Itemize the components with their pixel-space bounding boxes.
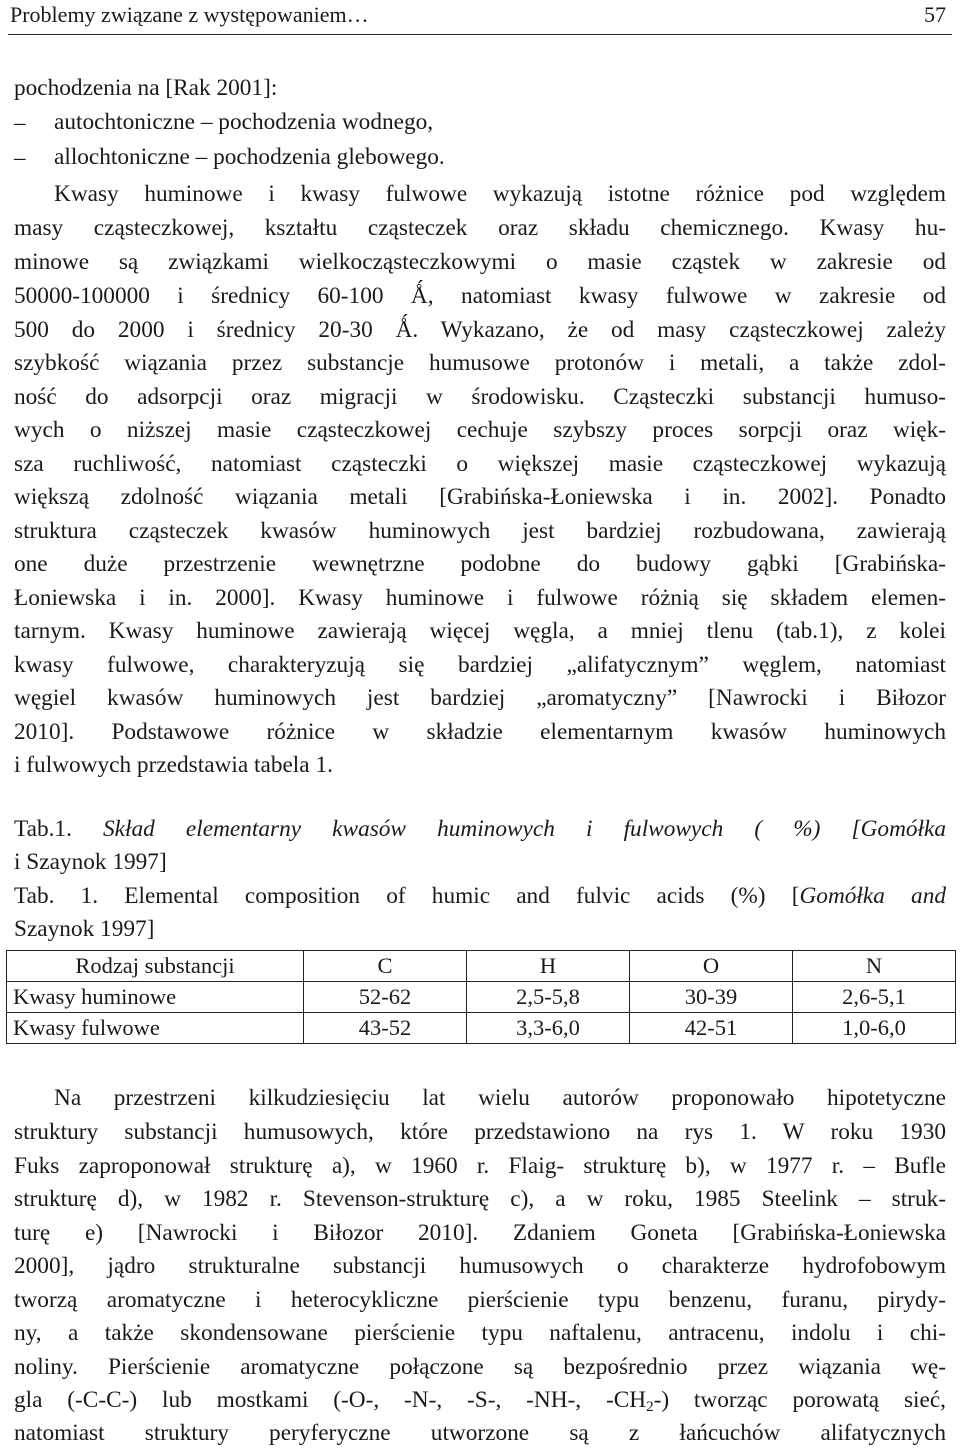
paragraph-line: kwasy fulwowe, charakteryzują się bardziej „alifatycznym” węglem, natomiast (14, 652, 946, 678)
table-cell: 2,5-5,8 (467, 982, 630, 1013)
paragraph-line: tworzą aromatyczne i heterocykliczne pierścienie typu benzenu, furanu, pirydy- (14, 1287, 946, 1313)
table-caption-en-cont: Szaynok 1997] (14, 916, 155, 942)
table-cell: 43-52 (304, 1013, 467, 1044)
caption-prefix: Tab.1. (14, 816, 72, 842)
paragraph-line: Łoniewska i in. 2000]. Kwasy huminowe i fulwowe różnią się składem elemen- (14, 585, 946, 611)
table-cell: 2,6-5,1 (793, 982, 956, 1013)
paragraph-line: one duże przestrzenie wewnętrzne podobne do budowy gąbki [Grabińska- (14, 551, 946, 577)
table-cell: 42-51 (630, 1013, 793, 1044)
paragraph-line: masy cząsteczkowej, kształtu cząsteczek oraz składu chemicznego. Kwasy hu- (14, 215, 946, 241)
table-cell: Kwasy huminowe (7, 982, 304, 1013)
paragraph-line: sza ruchliwość, natomiast cząsteczki o większej masie cząsteczkowej wykazują (14, 451, 946, 477)
paragraph-line: 500 do 2000 i średnicy 20-30 Ǻ. Wykazano, że od masy cząsteczkowej zależy (14, 317, 946, 343)
table-header-row (7, 951, 956, 982)
table-cell: 3,3-6,0 (467, 1013, 630, 1044)
list-item: allochtoniczne – pochodzenia glebowego. (54, 144, 445, 170)
paragraph-line: struktury substancji humusowych, które przedstawiono na rys 1. W roku 1930 (14, 1119, 946, 1145)
paragraph-line: węgiel kwasów huminowych jest bardziej „aromatyczny” [Nawrocki i Biłozor (14, 685, 946, 711)
paragraph-line: 50000-100000 i średnicy 60-100 Ǻ, natomiast kwasy fulwowe w zakresie od (14, 283, 946, 309)
table-cell: 1,0-6,0 (793, 1013, 956, 1044)
paragraph-line: Na przestrzeni kilkudziesięciu lat wielu autorów proponowało hipotetyczne (54, 1085, 946, 1111)
paragraph-line: ność do adsorpcji oraz migracji w środowisku. Cząsteczki substancji humuso- (14, 384, 946, 410)
table-header-cell: C (304, 951, 467, 982)
paragraph-line: szybkość wiązania przez substancje humusowe protonów i metali, a także zdol- (14, 350, 946, 376)
paragraph-line: Fuks zaproponował strukturę a), w 1960 r. Flaig- strukturę b), w 1977 r. – Bufle (14, 1153, 946, 1179)
paragraph-line: tarnym. Kwasy huminowe zawierają więcej węgla, a mniej tlenu (tab.1), z kolei (14, 618, 946, 644)
paragraph-line: natomiast struktury peryferyczne utworzone są z łańcuchów alifatycznych (14, 1420, 946, 1446)
table-header-cell: Rodzaj substancji (7, 951, 304, 982)
running-title: Problemy związane z występowaniem… (10, 2, 369, 27)
list-dash: – (14, 110, 26, 135)
table-caption-pl (14, 813, 946, 846)
subscript: 2 (646, 1399, 654, 1415)
paragraph-line: Kwasy huminowe i kwasy fulwowe wykazują istotne różnice pod względem (54, 181, 946, 207)
table-caption-pl-cont: i Szaynok 1997] (14, 849, 167, 875)
caption-authors-en: Gomółka and (799, 883, 946, 909)
paragraph-line: i fulwowych przedstawia tabela 1. (14, 752, 333, 778)
line-text: -) tworząc porowatą sieć, (653, 1387, 947, 1413)
paragraph-line: minowe są związkami wielkocząsteczkowymi o masie cząstek w zakresie od (14, 249, 946, 275)
running-header (8, 0, 952, 35)
table-header-cell: O (630, 951, 793, 982)
paragraph-line: 2010]. Podstawowe różnice w składzie elementarnym kwasów huminowych (14, 719, 946, 745)
paragraph-line: struktura cząsteczek kwasów huminowych jest bardziej rozbudowana, zawierają (14, 518, 946, 544)
paragraph-line: wych o niższej masie cząsteczkowej cechuje szybszy proces sorpcji oraz więk- (14, 417, 946, 443)
table-row (7, 1013, 956, 1044)
paragraph-line: większą zdolność wiązania metali [Grabińska-Łoniewska i in. 2002]. Ponadto (14, 484, 946, 510)
table-cell: 30-39 (630, 982, 793, 1013)
table-header-cell: N (793, 951, 956, 982)
table-cell: Kwasy fulwowe (7, 1013, 304, 1044)
paragraph-line: turę e) [Nawrocki i Biłozor 2010]. Zdaniem Goneta [Grabińska-Łoniewska (14, 1220, 946, 1246)
paragraph-line: noliny. Pierścienie aromatyczne połączone są bezpośrednio przez wiązania wę- (14, 1354, 946, 1380)
table-caption-en (14, 880, 946, 913)
elemental-composition-table (6, 950, 956, 1044)
paragraph-line: strukturę d), w 1982 r. Stevenson-strukturę c), a w roku, 1985 Steelink – struk- (14, 1186, 946, 1212)
table-row (7, 982, 956, 1013)
caption-title-pl: Skład elementarny kwasów huminowych i fulwowych ( %) [Gomółka (103, 816, 946, 842)
page-number: 57 (924, 2, 946, 27)
table-cell: 52-62 (304, 982, 467, 1013)
line-text: gla (-C-C-) lub mostkami (-O-, -N-, -S-, -NH-, -CH (14, 1387, 647, 1413)
paragraph-line (14, 1384, 946, 1417)
intro-line: pochodzenia na [Rak 2001]: (14, 75, 278, 101)
paragraph-line: 2000], jądro strukturalne substancji humusowych o charakterze hydrofobowym (14, 1253, 946, 1279)
list-dash: – (14, 145, 26, 170)
table-header-cell: H (467, 951, 630, 982)
paragraph-line: ny, a także skondensowane pierścienie typu naftalenu, antracenu, indolu i chi- (14, 1320, 946, 1346)
list-item: autochtoniczne – pochodzenia wodnego, (54, 109, 434, 135)
caption-title-en: Tab. 1. Elemental composition of humic and fulvic acids (%) [ (14, 883, 800, 909)
